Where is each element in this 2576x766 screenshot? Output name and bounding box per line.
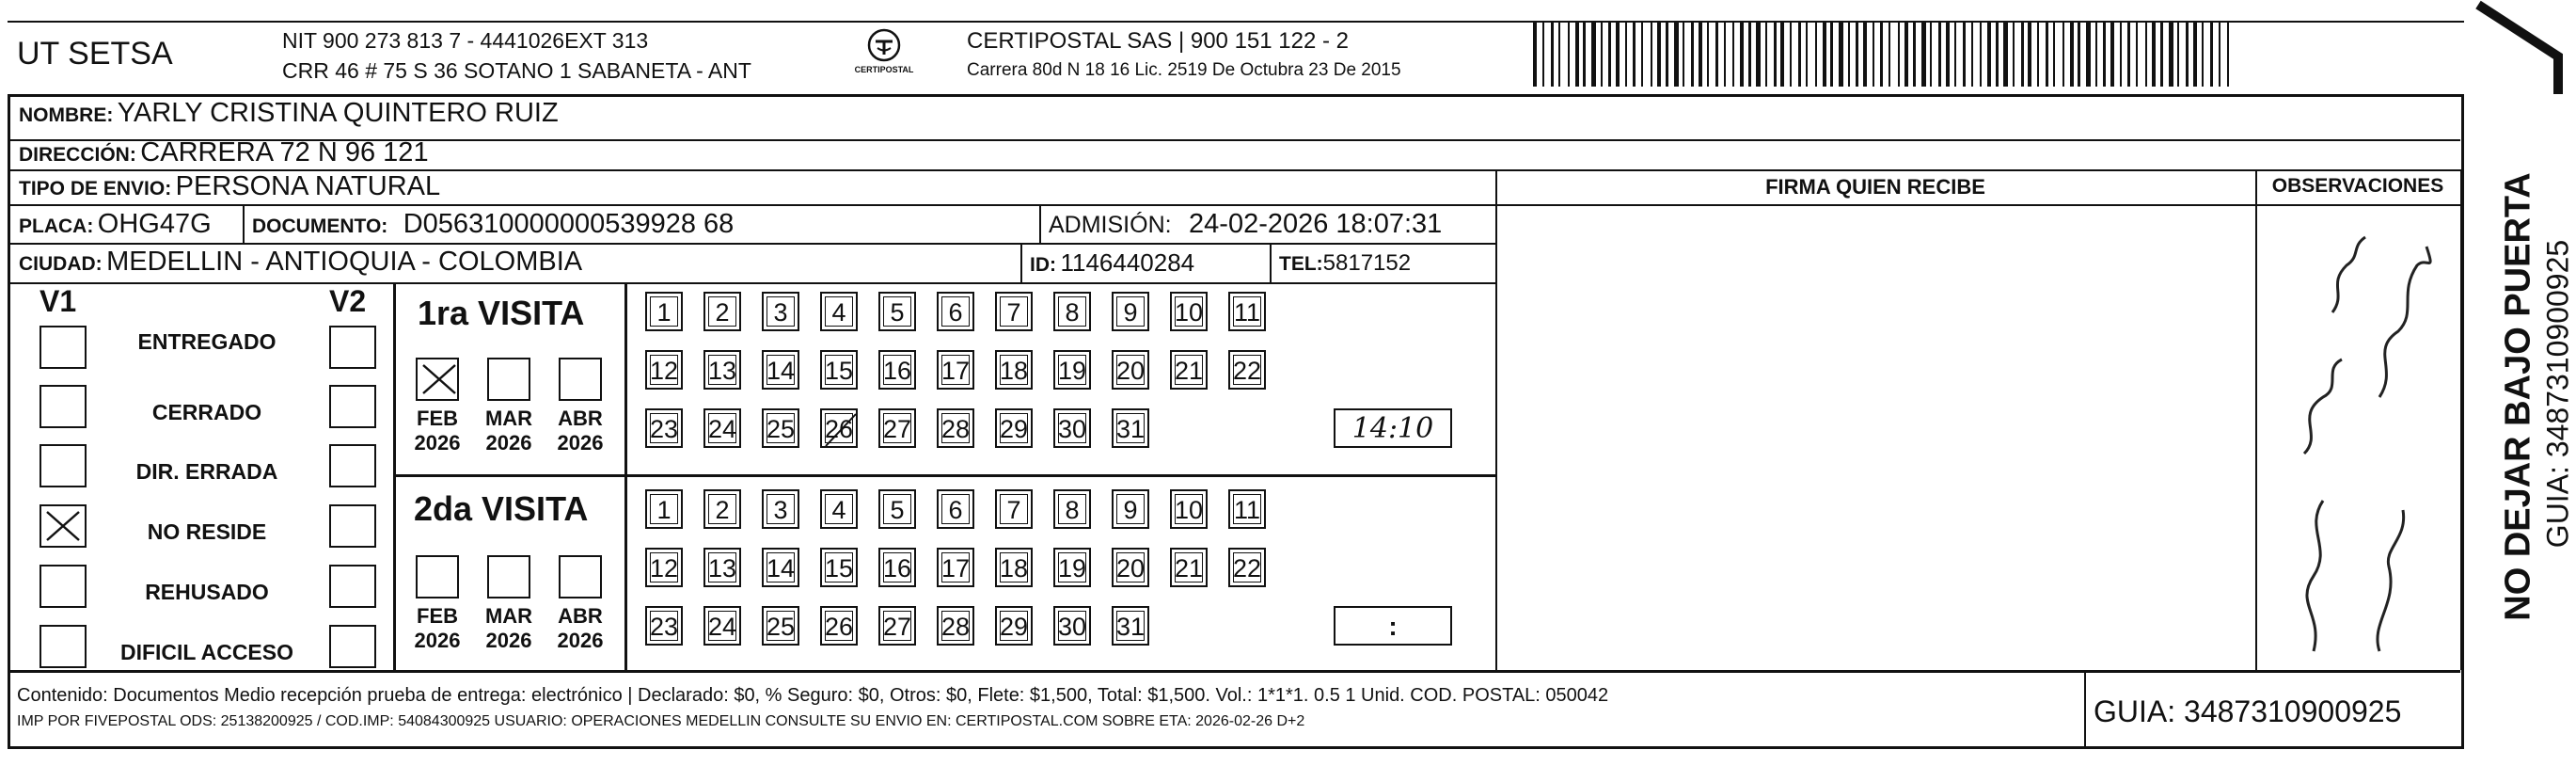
carrier-line-2: Carrera 80d N 18 16 Lic. 2519 De Octubra 23 De 2015	[967, 60, 1401, 80]
day-box[interactable]: 13	[703, 548, 741, 587]
col-divider	[2460, 169, 2462, 670]
col-divider	[1039, 204, 1041, 243]
month-name: MAR	[484, 604, 533, 628]
day-box[interactable]: 19	[1053, 548, 1091, 587]
month-label	[404, 407, 470, 455]
month-checkbox[interactable]	[487, 358, 530, 401]
direccion-label: DIRECCIÓN:	[19, 144, 136, 166]
day-box[interactable]: 8	[1053, 489, 1091, 529]
no-dejar-bajo-puerta: NO DEJAR BAJO PUERTA	[2498, 172, 2538, 621]
month-year: 2026	[557, 629, 604, 652]
day-box[interactable]: 2	[703, 292, 741, 331]
month-label	[547, 407, 613, 455]
row-divider	[9, 204, 2460, 206]
visit1-title: 1ra VISITA	[418, 294, 585, 332]
v2-checkbox[interactable]	[329, 326, 376, 369]
footer-guia: GUIA: 3487310900925	[2094, 694, 2402, 728]
placa-value: OHG47G	[97, 209, 212, 239]
day-box[interactable]: 12	[645, 350, 683, 390]
documento-field	[252, 209, 734, 240]
ciudad-label: CIUDAD:	[19, 253, 103, 275]
day-box[interactable]: 16	[878, 548, 916, 587]
day-box[interactable]: 1	[645, 489, 683, 529]
day-box[interactable]	[820, 408, 858, 448]
company-name: UT SETSA	[17, 36, 173, 72]
day-box[interactable]: 18	[995, 548, 1033, 587]
id-field	[1030, 248, 1194, 278]
day-box[interactable]: 25	[762, 408, 799, 448]
day-box[interactable]: 4	[820, 489, 858, 529]
month-label	[547, 604, 613, 653]
month-checkbox[interactable]	[416, 555, 459, 598]
day-box[interactable]: 9	[1112, 489, 1149, 529]
direccion-field	[19, 137, 429, 168]
day-box[interactable]: 28	[937, 408, 974, 448]
v1-checkbox[interactable]	[40, 625, 87, 668]
placa-field	[19, 209, 212, 240]
v2-header: V2	[329, 284, 367, 318]
tel-field	[1279, 250, 1411, 277]
day-box[interactable]: 26	[820, 606, 858, 646]
nombre-value: YARLY CRISTINA QUINTERO RUIZ	[117, 98, 559, 128]
day-box[interactable]: 11	[1228, 292, 1266, 331]
month-name: FEB	[417, 407, 458, 430]
month-checkbox[interactable]	[416, 358, 459, 401]
day-box[interactable]: 8	[1053, 292, 1091, 331]
id-label: ID:	[1030, 254, 1056, 276]
day-box[interactable]: 3	[762, 292, 799, 331]
day-box[interactable]: 15	[820, 350, 858, 390]
tipo-value: PERSONA NATURAL	[175, 171, 441, 201]
month-label	[476, 604, 542, 653]
x-mark-icon	[418, 359, 461, 399]
nit-line: NIT 900 273 813 7 - 4441026EXT 313	[282, 28, 649, 53]
nombre-field	[19, 98, 559, 129]
month-checkbox[interactable]	[559, 358, 602, 401]
day-box[interactable]: 21	[1170, 350, 1208, 390]
month-checkbox[interactable]	[559, 555, 602, 598]
day-box[interactable]: 16	[878, 350, 916, 390]
day-box[interactable]: 5	[878, 489, 916, 529]
day-box[interactable]: 6	[937, 292, 974, 331]
day-box[interactable]: 21	[1170, 548, 1208, 587]
col-divider	[2084, 670, 2086, 749]
v2-checkbox[interactable]	[329, 504, 376, 548]
month-name: ABR	[558, 407, 603, 430]
strike-mark-icon	[822, 410, 860, 450]
nombre-label: NOMBRE:	[19, 104, 114, 126]
day-box[interactable]: 17	[937, 548, 974, 587]
day-box[interactable]: 10	[1170, 292, 1208, 331]
tel-value: 5817152	[1322, 250, 1412, 276]
time-box[interactable]: 14:10	[1334, 408, 1452, 448]
v2-checkbox[interactable]	[329, 444, 376, 487]
day-box[interactable]: 6	[937, 489, 974, 529]
barcode	[1533, 21, 2238, 88]
day-box[interactable]: 9	[1112, 292, 1149, 331]
month-year: 2026	[414, 431, 461, 455]
observaciones-header: OBSERVACIONES	[2271, 175, 2444, 197]
option-label: REHUSADO	[145, 580, 269, 604]
col-divider	[1495, 169, 1497, 670]
day-box[interactable]: 4	[820, 292, 858, 331]
month-label	[404, 604, 470, 653]
day-box[interactable]: 15	[820, 548, 858, 587]
day-box[interactable]: 22	[1228, 548, 1266, 587]
side-text	[2473, 94, 2575, 749]
col-divider	[1020, 243, 1022, 282]
admision-label: ADMISIÓN:	[1049, 212, 1172, 238]
x-mark-icon	[41, 506, 85, 546]
handwritten-observation	[2257, 209, 2458, 670]
day-box[interactable]: 7	[995, 489, 1033, 529]
v2-checkbox[interactable]	[329, 565, 376, 608]
month-name: FEB	[417, 604, 458, 628]
option-label: CERRADO	[151, 400, 262, 424]
day-box[interactable]: 13	[703, 350, 741, 390]
day-box[interactable]: 29	[995, 606, 1033, 646]
day-box[interactable]: 7	[995, 292, 1033, 331]
sender-address: CRR 46 # 75 S 36 SOTANO 1 SABANETA - ANT	[282, 58, 751, 83]
admision-value: 24-02-2026 18:07:31	[1189, 209, 1443, 239]
v2-checkbox[interactable]	[329, 385, 376, 428]
certipostal-logo	[842, 26, 926, 83]
day-box[interactable]: 12	[645, 548, 683, 587]
v1-checkbox[interactable]	[40, 504, 87, 548]
day-box[interactable]: 30	[1053, 606, 1091, 646]
visit-divider	[393, 474, 1495, 477]
documento-value: D056310000000539928 68	[403, 209, 735, 239]
carrier-line-1: CERTIPOSTAL SAS | 900 151 122 - 2	[967, 28, 1349, 54]
day-box[interactable]: 20	[1112, 548, 1149, 587]
footer-contents: Contenido: Documentos Medio recepción prueba de entrega: electrónico | Declarado: $0, % Seguro: $0, Otros: $0, Flete: $1,500, Total: $1,500. Vol.: 1*1*1. 0.5 1 Unid. COD. POSTAL: 050042	[17, 685, 1609, 706]
row-divider	[9, 282, 1495, 284]
day-box[interactable]: 31	[1112, 606, 1149, 646]
month-year: 2026	[485, 431, 532, 455]
v1-header: V1	[40, 284, 77, 318]
direccion-value: CARRERA 72 N 96 121	[140, 137, 429, 168]
day-box[interactable]: 17	[937, 350, 974, 390]
time-box[interactable]: :	[1334, 606, 1452, 646]
day-number: 26	[824, 415, 854, 443]
month-label	[476, 407, 542, 455]
day-box[interactable]: 10	[1170, 489, 1208, 529]
footer-imp: IMP POR FIVEPOSTAL ODS: 25138200925 / COD.IMP: 54084300925 USUARIO: OPERACIONES MEDELLIN CONSULTE SU ENVIO EN: CERTIPOSTAL.COM SOBRE ETA: 2026-02-26 D+2	[17, 713, 1305, 729]
day-box[interactable]: 11	[1228, 489, 1266, 529]
tel-label: TEL:	[1279, 253, 1323, 275]
day-box[interactable]: 14	[762, 350, 799, 390]
tipo-field	[19, 171, 440, 202]
v1-checkbox[interactable]	[40, 565, 87, 608]
v1-checkbox[interactable]	[40, 385, 87, 428]
col-divider	[243, 204, 245, 243]
firma-header: FIRMA QUIEN RECIBE	[1765, 175, 1985, 199]
day-box[interactable]: 3	[762, 489, 799, 529]
col-divider	[624, 282, 627, 670]
option-label: NO RESIDE	[147, 519, 267, 544]
day-box[interactable]: 5	[878, 292, 916, 331]
v1-checkbox[interactable]	[40, 444, 87, 487]
ciudad-field	[19, 247, 582, 278]
month-checkbox[interactable]	[487, 555, 530, 598]
option-label: DIR. ERRADA	[135, 459, 278, 484]
day-box[interactable]: 25	[762, 606, 799, 646]
month-year: 2026	[557, 431, 604, 455]
logo-wordmark: CERTIPOSTAL	[854, 65, 914, 74]
certipostal-logo-icon	[865, 26, 903, 64]
day-box[interactable]: 27	[878, 408, 916, 448]
placa-label: PLACA:	[19, 215, 94, 237]
v1-checkbox[interactable]	[40, 326, 87, 369]
form-divider	[9, 670, 2460, 673]
visit2-title: 2da VISITA	[414, 489, 589, 528]
day-box[interactable]: 24	[703, 606, 741, 646]
day-box[interactable]: 30	[1053, 408, 1091, 448]
day-box[interactable]: 27	[878, 606, 916, 646]
month-year: 2026	[414, 629, 461, 652]
day-box[interactable]: 24	[703, 408, 741, 448]
day-box[interactable]: 2	[703, 489, 741, 529]
day-box[interactable]: 1	[645, 292, 683, 331]
side-guia: GUIA: 3487310900925	[2540, 239, 2575, 549]
id-value: 1146440284	[1060, 248, 1195, 277]
row-divider	[9, 243, 1495, 245]
day-box[interactable]: 19	[1053, 350, 1091, 390]
day-box[interactable]: 22	[1228, 350, 1266, 390]
day-box[interactable]: 18	[995, 350, 1033, 390]
day-box[interactable]: 14	[762, 548, 799, 587]
option-label: ENTREGADO	[137, 329, 277, 354]
tipo-label: TIPO DE ENVIO:	[19, 178, 172, 199]
day-box[interactable]: 31	[1112, 408, 1149, 448]
row-divider	[2255, 204, 2460, 206]
ciudad-value: MEDELLIN - ANTIOQUIA - COLOMBIA	[106, 247, 583, 277]
month-name: MAR	[484, 407, 533, 430]
corner-mark	[2473, 0, 2563, 94]
admision-field	[1049, 209, 1442, 240]
day-box[interactable]: 20	[1112, 350, 1149, 390]
month-year: 2026	[485, 629, 532, 652]
col-divider	[1270, 243, 1272, 282]
day-box[interactable]: 23	[645, 606, 683, 646]
documento-label: DOCUMENTO:	[252, 215, 388, 237]
day-box[interactable]: 29	[995, 408, 1033, 448]
day-box[interactable]: 28	[937, 606, 974, 646]
day-box[interactable]: 23	[645, 408, 683, 448]
v2-checkbox[interactable]	[329, 625, 376, 668]
month-name: ABR	[558, 604, 603, 628]
option-label: DIFICIL ACCESO	[119, 640, 293, 664]
